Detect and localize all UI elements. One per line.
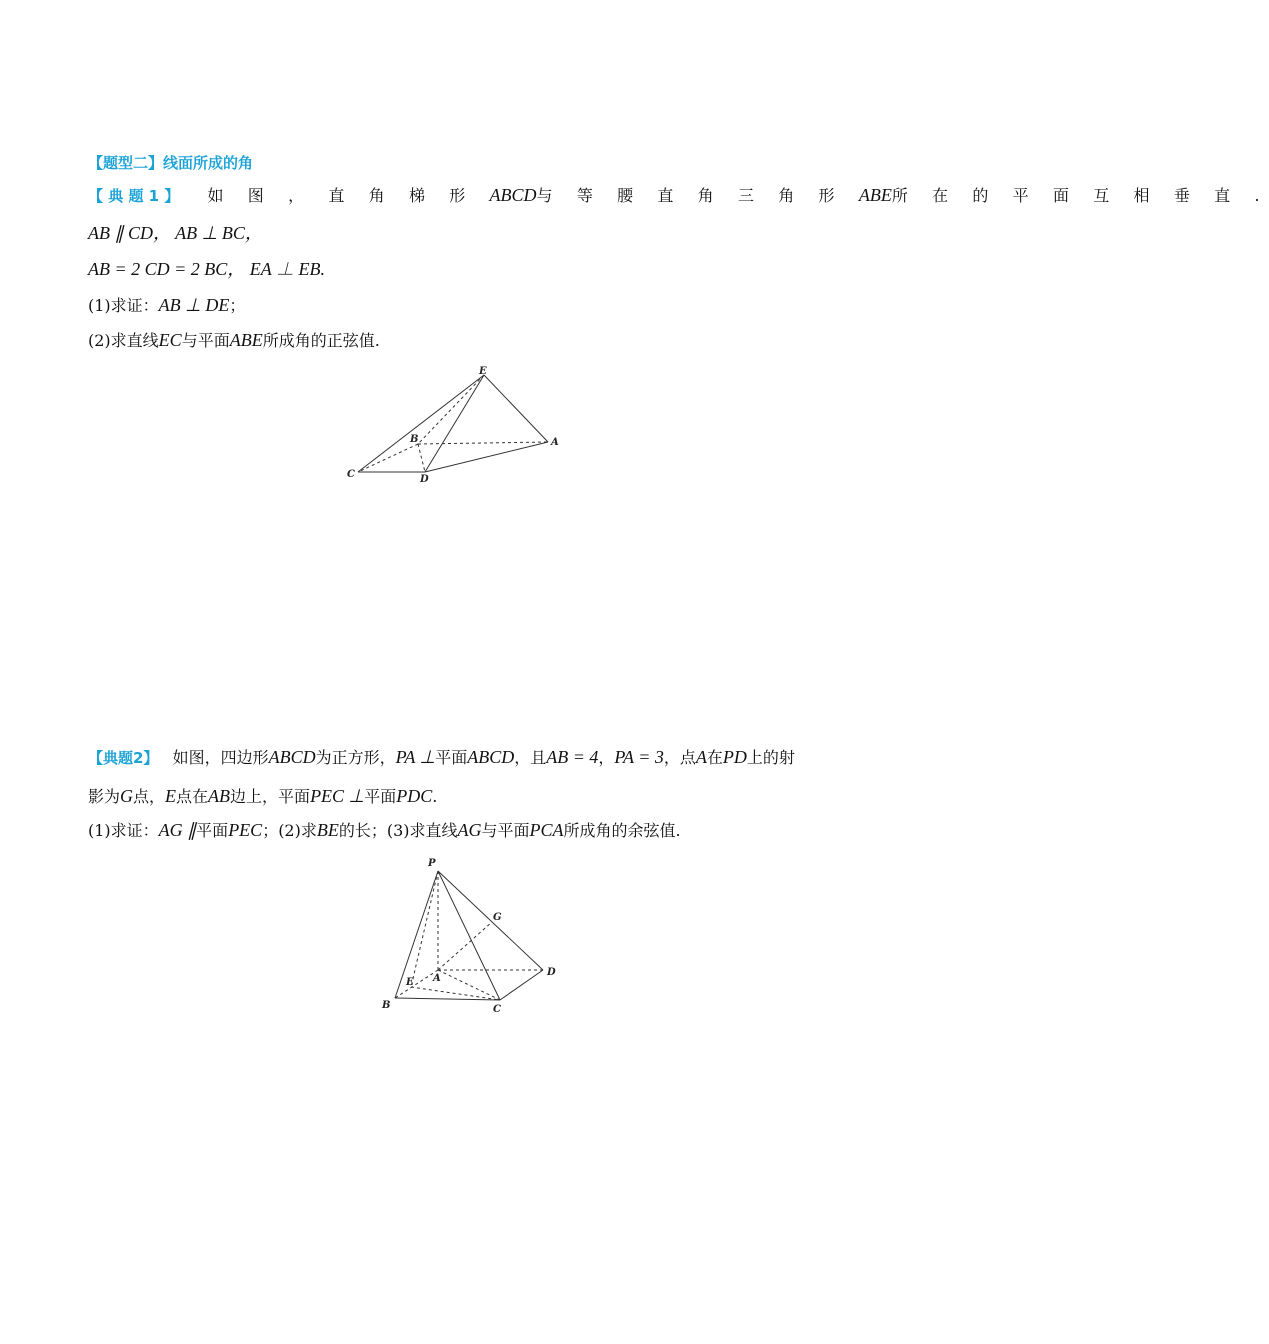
problem1-question1 bbox=[88, 294, 245, 317]
fig2-edge-bc bbox=[395, 998, 500, 1000]
p2-l1-m1: ABCD bbox=[268, 747, 316, 767]
fig2-label-d: D bbox=[547, 967, 556, 978]
p2-l1-m3: ABCD bbox=[467, 747, 515, 767]
q2-prefix: (2)求直线 bbox=[88, 331, 159, 350]
p2-l1-a: 如图，四边形 bbox=[172, 748, 269, 767]
fig2-edge-pe bbox=[411, 871, 438, 987]
problem2-tag: 【典题2】 bbox=[88, 749, 159, 767]
problem1-line2: AB ∥ CD， AB ⊥ BC， bbox=[88, 223, 263, 243]
fig2-edge-ab bbox=[395, 970, 438, 998]
fig1-label-b: B bbox=[410, 434, 419, 445]
p2-l3-d: 的长；(3)求直线 bbox=[338, 821, 458, 840]
fig1-label-e: E bbox=[479, 366, 487, 377]
fig1-label-a: A bbox=[551, 437, 559, 448]
fig1-edge-ed bbox=[425, 375, 484, 472]
p2-l3-m4: AG bbox=[457, 820, 482, 840]
problem1-line3: AB = 2 CD = 2 BC， EA ⊥ EB. bbox=[88, 259, 325, 279]
q1-suffix: ； bbox=[229, 296, 246, 315]
p2-l2-m1: G bbox=[120, 786, 134, 806]
problem1-text-a: 如 图 ， 直 角 梯 形 bbox=[207, 186, 490, 205]
p2-l3-e: 与平面 bbox=[481, 821, 530, 840]
p2-l2-m2: E bbox=[165, 786, 177, 806]
problem1-line1 bbox=[88, 184, 1269, 207]
p2-l2-d: 边上，平面 bbox=[230, 787, 311, 806]
problem1-text-c: 所 在 的 平 面 互 相 垂 直 . bbox=[891, 186, 1269, 205]
fig1-edge-da bbox=[425, 442, 548, 472]
problem2-line3 bbox=[88, 819, 681, 842]
p2-l3-c: ；(2)求 bbox=[262, 821, 317, 840]
fig2-edge-pb bbox=[395, 871, 438, 998]
problem1-text-b: 与 等 腰 直 角 三 角 形 bbox=[536, 186, 859, 205]
fig2-label-b: B bbox=[382, 1000, 391, 1011]
p2-l2-e: 平面 bbox=[364, 787, 397, 806]
fig2-label-e: E bbox=[406, 977, 414, 988]
p2-l1-m6: A bbox=[695, 747, 707, 767]
p2-l2-c: 点在 bbox=[176, 787, 209, 806]
p2-l1-m4: AB = 4 bbox=[546, 747, 599, 767]
p2-l1-m7: PD bbox=[722, 747, 747, 767]
p2-l3-a: (1)求证： bbox=[88, 821, 159, 840]
q2-math-ec: EC bbox=[158, 330, 182, 350]
p2-l2-b: 点， bbox=[133, 787, 166, 806]
p2-l2-m5: PDC bbox=[396, 786, 433, 806]
p2-l2-m3: AB bbox=[208, 786, 231, 806]
p2-l3-m3: BE bbox=[316, 820, 339, 840]
problem1-math-abe: ABE bbox=[858, 185, 892, 205]
p2-l1-g: 在 bbox=[706, 748, 723, 767]
q2-math-abe: ABE bbox=[229, 330, 263, 350]
p2-l2-a: 影为 bbox=[88, 787, 121, 806]
p2-l3-f: 所成角的余弦值. bbox=[563, 821, 681, 840]
p2-l3-m5: PCA bbox=[529, 820, 564, 840]
section-heading: 【题型二】线面所成的角 bbox=[88, 154, 254, 172]
problem1-question2 bbox=[88, 329, 380, 352]
p2-l3-m2: PEC bbox=[228, 820, 263, 840]
p2-l1-h: 上的射 bbox=[746, 748, 795, 767]
p2-l1-e: ， bbox=[598, 748, 615, 767]
fig2-label-a: A bbox=[433, 973, 441, 984]
fig2-label-c: C bbox=[493, 1004, 501, 1015]
problem2-line2 bbox=[88, 785, 437, 808]
problem1-tag: 【 典 题 1 】 bbox=[88, 187, 180, 205]
fig1-edge-bd bbox=[418, 444, 425, 472]
problem2-line1 bbox=[88, 746, 795, 769]
p2-l1-f: ，点 bbox=[663, 748, 696, 767]
p2-l1-m2: PA ⊥ bbox=[395, 747, 436, 767]
p2-l3-b: 平面 bbox=[196, 821, 229, 840]
p2-l3-m1: AG ∥ bbox=[158, 820, 197, 840]
fig1-edge-bc bbox=[358, 444, 418, 472]
q2-mid: 与平面 bbox=[181, 331, 230, 350]
q2-suffix: 所成角的正弦值. bbox=[262, 331, 380, 350]
fig1-label-d: D bbox=[420, 474, 429, 485]
fig2-edge-pc bbox=[438, 871, 500, 1000]
fig2-edge-ac bbox=[438, 970, 500, 1000]
p2-l2-m4: PEC ⊥ bbox=[310, 786, 365, 806]
figure1-diagram bbox=[340, 362, 570, 487]
q1-prefix: (1)求证： bbox=[88, 296, 159, 315]
fig1-edge-ea bbox=[484, 375, 548, 442]
fig2-label-p: P bbox=[428, 858, 436, 869]
fig2-edge-pd bbox=[438, 871, 543, 970]
p2-l2-f: . bbox=[432, 787, 438, 806]
p2-l1-c: 平面 bbox=[435, 748, 468, 767]
p2-l1-d: ，且 bbox=[514, 748, 547, 767]
fig1-label-c: C bbox=[347, 469, 355, 480]
problem1-math-abcd: ABCD bbox=[489, 185, 537, 205]
q1-math: AB ⊥ DE bbox=[158, 295, 230, 315]
p2-l1-b: 为正方形， bbox=[315, 748, 396, 767]
figure2-diagram bbox=[375, 852, 565, 1022]
p2-l1-m5: PA = 3 bbox=[614, 747, 664, 767]
fig1-edge-ba bbox=[418, 442, 548, 444]
fig2-label-g: G bbox=[493, 912, 502, 923]
fig2-edge-cd bbox=[500, 970, 543, 1000]
fig2-edge-ag bbox=[438, 922, 492, 970]
fig1-edge-eb bbox=[418, 375, 484, 444]
